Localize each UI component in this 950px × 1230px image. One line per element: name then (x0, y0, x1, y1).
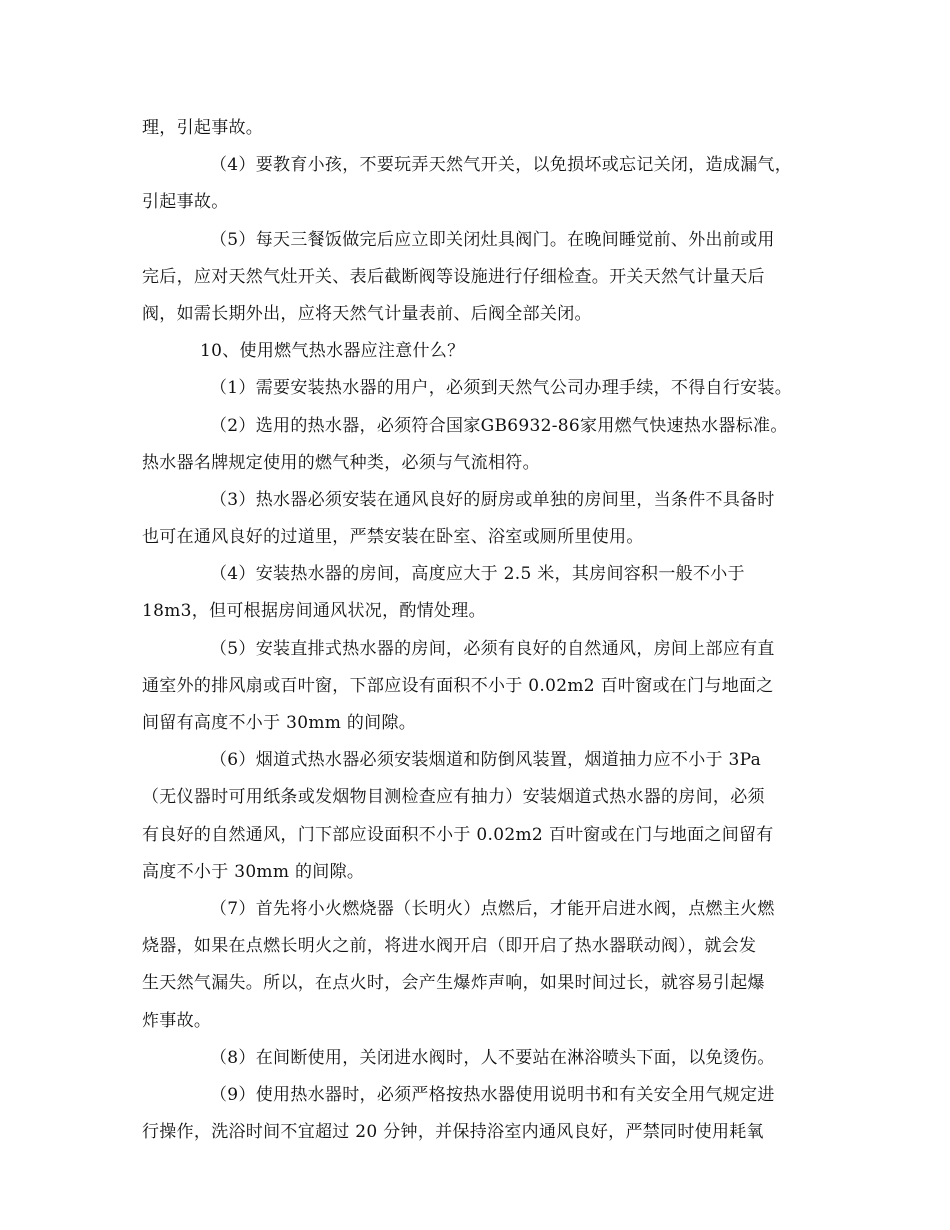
text-line: 通室外的排风扇或百叶窗，下部应设有面积不小于 0.02m2 百叶窗或在门与地面之 (142, 675, 774, 696)
text-line: 有良好的自然通风，门下部应设面积不小于 0.02m2 百叶窗或在门与地面之间留有 (142, 824, 774, 845)
text-line: 完后，应对天然气灶开关、表后截断阀等设施进行仔细检查。开关天然气计量天后 (142, 266, 765, 287)
text-line: 引起事故。 (142, 192, 229, 213)
text-line: 理，引起事故。 (142, 118, 264, 138)
text-line: 炸事故。 (142, 1010, 212, 1031)
text-line: （3）热水器必须安装在通风良好的厨房或单独的房间里，当条件不具备时 (210, 489, 775, 510)
text-line: 生天然气漏失。所以，在点火时，会产生爆炸声响，如果时间过长，就容易引起爆 (142, 973, 765, 994)
text-line: （8）在间断使用，关闭进水阀时，人不要站在淋浴喷头下面，以免烫伤。 (210, 1047, 775, 1068)
text-line: 间留有高度不小于 30mm 的间隙。 (142, 713, 417, 733)
section-heading: 10、使用燃气热水器应注意什么？ (200, 341, 465, 362)
text-line: （6）烟道式热水器必须安装烟道和防倒风装置，烟道抽力应不小于 3Pa (210, 750, 762, 771)
text-line: （7）首先将小火燃烧器（长明火）点燃后，才能开启进水阀，点燃主火燃 (210, 898, 775, 919)
text-line: （9）使用热水器时，必须严格按热水器使用说明书和有关安全用气规定进 (210, 1084, 775, 1105)
text-line: （4）要教育小孩，不要玩弄天然气开关，以免损坏或忘记关闭，造成漏气， (210, 155, 793, 176)
document-body (142, 110, 822, 1151)
text-line: 18m3，但可根据房间通风状况，酌情处理。 (142, 601, 486, 622)
text-line: （无仪器时可用纸条或发烟物目测检查应有抽力）安装烟道式热水器的房间，必须 (142, 787, 765, 808)
text-line: （5）每天三餐饭做完后应立即关闭灶具阀门。在晚间睡觉前、外出前或用 (210, 229, 775, 250)
text-line: （1）需要安装热水器的用户，必须到天然气公司办理手续，不得自行安装。 (210, 378, 793, 399)
text-line: （2）选用的热水器，必须符合国家GB6932-86家用燃气快速热水器标准。 (210, 415, 788, 436)
text-line: 也可在通风良好的过道里，严禁安装在卧室、浴室或厕所里使用。 (142, 527, 644, 548)
text-line: 高度不小于 30mm 的间隙。 (142, 861, 365, 882)
text-line: 阀，如需长期外出，应将天然气计量表前、后阀全部关闭。 (142, 303, 592, 324)
text-line: 热水器名牌规定使用的燃气种类，必须与气流相符。 (142, 452, 540, 473)
text-line: 烧器，如果在点燃长明火之前，将进水阀开启（即开启了热水器联动阀），就会发 (142, 936, 757, 957)
text-line: （4）安装热水器的房间，高度应大于 2.5 米，其房间容积一般不小于 (210, 564, 745, 585)
text-line: 行操作，洗浴时间不宜超过 20 分钟，并保持浴室内通风良好，严禁同时使用耗氧 (142, 1122, 764, 1143)
text-line: （5）安装直排式热水器的房间，必须有良好的自然通风，房间上部应有直 (210, 638, 775, 659)
